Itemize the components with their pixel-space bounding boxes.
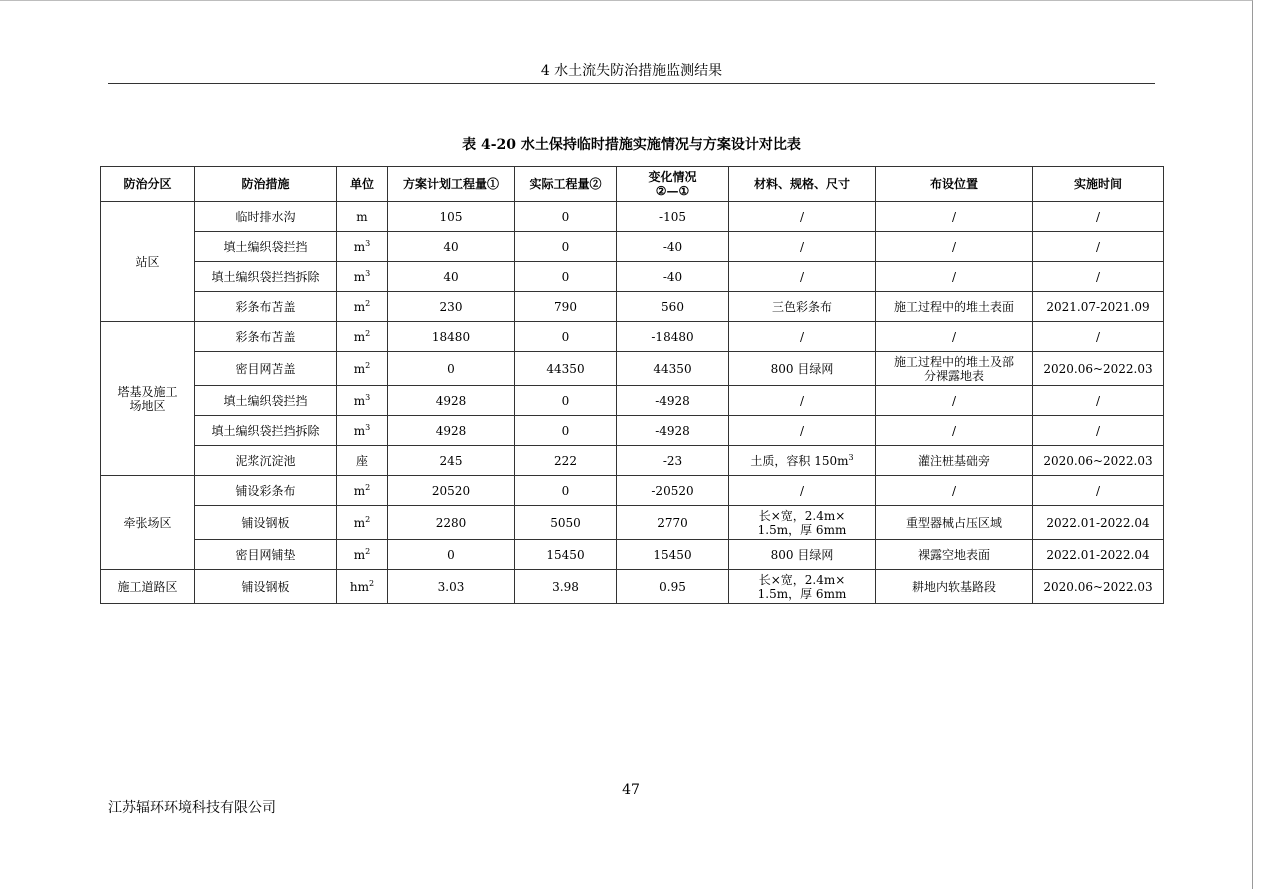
actual-cell: 0 <box>515 262 617 292</box>
col-header-change-line1: 变化情况 <box>648 170 697 184</box>
spec-cell: 三色彩条布 <box>729 292 876 322</box>
location-cell: / <box>876 322 1033 352</box>
spec-cell: / <box>729 202 876 232</box>
location-cell: 重型器械占压区域 <box>876 506 1033 540</box>
unit-cell: $m^3$ <box>337 262 388 292</box>
spec-cell: / <box>729 322 876 352</box>
measure-cell: 密目网苫盖 <box>195 352 337 386</box>
change-cell: 44350 <box>617 352 729 386</box>
spec-cell: 土质，容积 $150m^3$ <box>729 446 876 476</box>
table-row <box>101 540 1164 570</box>
plan-cell: 4928 <box>388 386 515 416</box>
col-header-spec: 材料、规格、尺寸 <box>729 167 876 202</box>
col-header-location: 布设位置 <box>876 167 1033 202</box>
zone-cell-road: 施工道路区 <box>101 570 195 604</box>
col-header-time: 实施时间 <box>1033 167 1164 202</box>
table-row <box>101 292 1164 322</box>
spec-cell: / <box>729 262 876 292</box>
header-rule <box>108 83 1155 84</box>
actual-cell: 0 <box>515 232 617 262</box>
time-cell: / <box>1033 202 1164 232</box>
change-cell: -40 <box>617 232 729 262</box>
spec-cell: 800 目绿网 <box>729 352 876 386</box>
plan-cell: 105 <box>388 202 515 232</box>
time-cell: / <box>1033 416 1164 446</box>
change-cell: -23 <box>617 446 729 476</box>
plan-cell: 20520 <box>388 476 515 506</box>
measure-cell: 泥浆沉淀池 <box>195 446 337 476</box>
unit-cell: $m^2$ <box>337 352 388 386</box>
measure-cell: 临时排水沟 <box>195 202 337 232</box>
comparison-table <box>100 166 1164 604</box>
time-cell: / <box>1033 386 1164 416</box>
plan-cell: 3.03 <box>388 570 515 604</box>
unit-cell: $m^2$ <box>337 292 388 322</box>
actual-cell: 15450 <box>515 540 617 570</box>
time-cell: 2022.01-2022.04 <box>1033 540 1164 570</box>
measure-cell: 密目网铺垫 <box>195 540 337 570</box>
table-row <box>101 262 1164 292</box>
actual-cell: 0 <box>515 476 617 506</box>
change-cell: -20520 <box>617 476 729 506</box>
table-header-row <box>101 167 1164 202</box>
actual-cell: 790 <box>515 292 617 322</box>
table-row <box>101 416 1164 446</box>
table-row <box>101 476 1164 506</box>
measure-cell: 彩条布苫盖 <box>195 322 337 352</box>
measure-cell: 铺设彩条布 <box>195 476 337 506</box>
spec-cell: / <box>729 386 876 416</box>
unit-cell: $m^2$ <box>337 476 388 506</box>
unit-cell: 座 <box>337 446 388 476</box>
col-header-measure: 防治措施 <box>195 167 337 202</box>
time-cell: 2020.06~2022.03 <box>1033 570 1164 604</box>
change-cell: 560 <box>617 292 729 322</box>
zone-cell-tension-site: 牵张场区 <box>101 476 195 570</box>
col-header-change <box>617 167 729 202</box>
location-cell: / <box>876 232 1033 262</box>
plan-cell: 4928 <box>388 416 515 446</box>
actual-cell: 3.98 <box>515 570 617 604</box>
time-cell: 2020.06~2022.03 <box>1033 446 1164 476</box>
location-cell: / <box>876 386 1033 416</box>
spec-cell: 长×宽，2.4m× 1.5m，厚 6mm <box>729 570 876 604</box>
zone-cell-station: 站区 <box>101 202 195 322</box>
table-caption: 表 4-20 水土保持临时措施实施情况与方案设计对比表 <box>462 137 801 153</box>
col-header-actual: 实际工程量② <box>515 167 617 202</box>
measure-cell: 填土编织袋拦挡拆除 <box>195 416 337 446</box>
running-header-title: 4 水土流失防治措施监测结果 <box>540 63 723 79</box>
change-cell: 2770 <box>617 506 729 540</box>
spec-cell: 长×宽，2.4m× 1.5m，厚 6mm <box>729 506 876 540</box>
actual-cell: 0 <box>515 416 617 446</box>
table-row <box>101 352 1164 386</box>
unit-cell: $m^2$ <box>337 506 388 540</box>
location-cell: 灌注桩基础旁 <box>876 446 1033 476</box>
time-cell: 2022.01-2022.04 <box>1033 506 1164 540</box>
location-cell: / <box>876 476 1033 506</box>
plan-cell: 230 <box>388 292 515 322</box>
time-cell: 2020.06~2022.03 <box>1033 352 1164 386</box>
table-row <box>101 506 1164 540</box>
col-header-change-line2: ②—① <box>655 184 690 198</box>
table-row <box>101 570 1164 604</box>
measure-cell: 填土编织袋拦挡 <box>195 232 337 262</box>
actual-cell: 0 <box>515 322 617 352</box>
time-cell: / <box>1033 232 1164 262</box>
unit-cell: $m^3$ <box>337 232 388 262</box>
col-header-zone: 防治分区 <box>101 167 195 202</box>
measure-cell: 填土编织袋拦挡 <box>195 386 337 416</box>
col-header-plan: 方案计划工程量① <box>388 167 515 202</box>
unit-cell: $m^3$ <box>337 386 388 416</box>
table-row <box>101 386 1164 416</box>
time-cell: / <box>1033 262 1164 292</box>
location-cell: 裸露空地表面 <box>876 540 1033 570</box>
change-cell: -40 <box>617 262 729 292</box>
table-row <box>101 202 1164 232</box>
spec-cell: / <box>729 232 876 262</box>
plan-cell: 0 <box>388 540 515 570</box>
change-cell: -4928 <box>617 416 729 446</box>
unit-cell: m <box>337 202 388 232</box>
actual-cell: 44350 <box>515 352 617 386</box>
location-cell: 施工过程中的堆土及部 分裸露地表 <box>876 352 1033 386</box>
table-row <box>101 446 1164 476</box>
spec-cell: / <box>729 476 876 506</box>
unit-cell: $m^3$ <box>337 416 388 446</box>
measure-cell: 铺设钢板 <box>195 570 337 604</box>
unit-cell: $m^2$ <box>337 322 388 352</box>
plan-cell: 40 <box>388 262 515 292</box>
table-row <box>101 232 1164 262</box>
location-cell: 耕地内软基路段 <box>876 570 1033 604</box>
table-row <box>101 322 1164 352</box>
change-cell: -105 <box>617 202 729 232</box>
location-cell: / <box>876 262 1033 292</box>
plan-cell: 245 <box>388 446 515 476</box>
col-header-unit: 单位 <box>337 167 388 202</box>
location-cell: 施工过程中的堆土表面 <box>876 292 1033 322</box>
measure-cell: 彩条布苫盖 <box>195 292 337 322</box>
location-cell: / <box>876 202 1033 232</box>
time-cell: / <box>1033 322 1164 352</box>
spec-cell: 800 目绿网 <box>729 540 876 570</box>
zone-cell-tower-site: 塔基及施工 场地区 <box>101 322 195 476</box>
change-cell: 15450 <box>617 540 729 570</box>
time-cell: / <box>1033 476 1164 506</box>
actual-cell: 222 <box>515 446 617 476</box>
change-cell: -18480 <box>617 322 729 352</box>
time-cell: 2021.07-2021.09 <box>1033 292 1164 322</box>
measure-cell: 铺设钢板 <box>195 506 337 540</box>
plan-cell: 0 <box>388 352 515 386</box>
spec-cell: / <box>729 416 876 446</box>
plan-cell: 40 <box>388 232 515 262</box>
actual-cell: 0 <box>515 386 617 416</box>
change-cell: -4928 <box>617 386 729 416</box>
change-cell: 0.95 <box>617 570 729 604</box>
location-cell: / <box>876 416 1033 446</box>
footer-company: 江苏辐环环境科技有限公司 <box>108 800 276 816</box>
plan-cell: 2280 <box>388 506 515 540</box>
unit-cell: $m^2$ <box>337 540 388 570</box>
page-number: 47 <box>622 782 640 798</box>
actual-cell: 0 <box>515 202 617 232</box>
unit-cell: $hm^2$ <box>337 570 388 604</box>
actual-cell: 5050 <box>515 506 617 540</box>
measure-cell: 填土编织袋拦挡拆除 <box>195 262 337 292</box>
plan-cell: 18480 <box>388 322 515 352</box>
